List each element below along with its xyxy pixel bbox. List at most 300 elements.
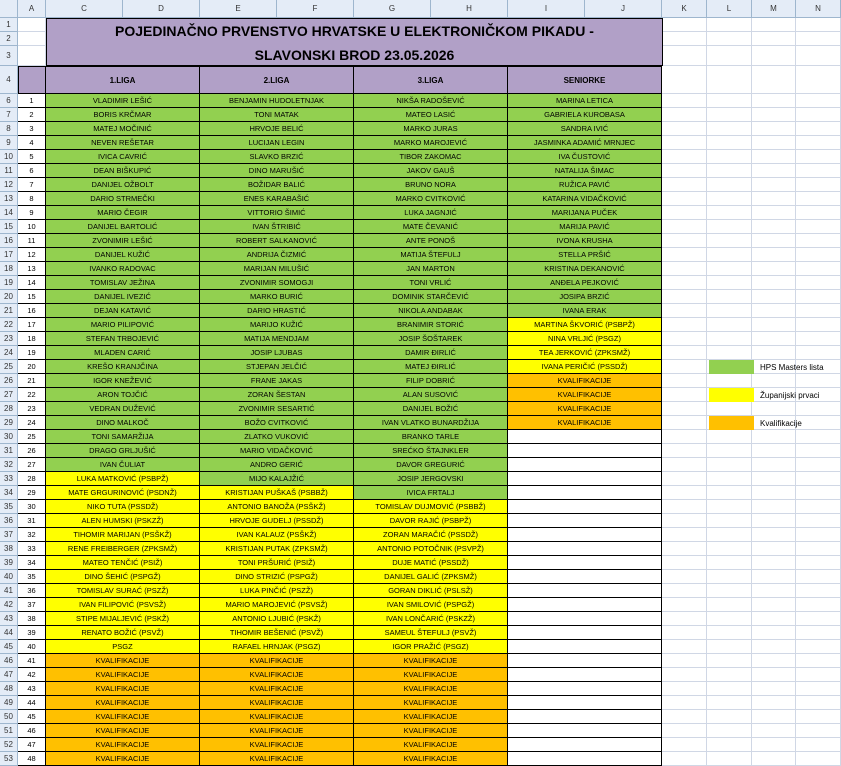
player-cell[interactable]: DAVOR RAJIĆ (PSBPŽ)	[354, 514, 508, 528]
rank-cell[interactable]: 3	[18, 122, 46, 136]
empty-cell[interactable]	[707, 206, 752, 220]
row-header[interactable]: 52	[0, 738, 18, 752]
empty-cell[interactable]	[752, 136, 796, 150]
row-header[interactable]: 38	[0, 542, 18, 556]
empty-cell[interactable]	[662, 710, 707, 724]
player-cell[interactable]: DANIJEL KUŽIĆ	[46, 248, 200, 262]
rank-cell[interactable]: 31	[18, 514, 46, 528]
select-all-corner[interactable]	[0, 0, 18, 18]
rank-cell[interactable]: 8	[18, 192, 46, 206]
empty-cell[interactable]	[707, 570, 752, 584]
empty-cell[interactable]	[662, 752, 707, 766]
legend-swatch-yellow[interactable]	[709, 388, 754, 402]
empty-cell[interactable]	[662, 444, 707, 458]
empty-cell[interactable]	[707, 598, 752, 612]
empty-cell[interactable]	[796, 528, 841, 542]
row-header[interactable]: 31	[0, 444, 18, 458]
empty-cell[interactable]	[752, 570, 796, 584]
empty-cell[interactable]	[707, 332, 752, 346]
empty-cell[interactable]	[662, 374, 707, 388]
row-header[interactable]: 21	[0, 304, 18, 318]
row-header[interactable]: 49	[0, 696, 18, 710]
player-cell[interactable]: IGOR PRAŽIĆ (PSGZ)	[354, 640, 508, 654]
empty-cell[interactable]	[662, 164, 707, 178]
player-cell[interactable]: ANTONIO BANOŽA (PSŠKŽ)	[200, 500, 354, 514]
empty-cell[interactable]	[796, 136, 841, 150]
player-cell[interactable]	[508, 640, 662, 654]
empty-cell[interactable]	[752, 444, 796, 458]
player-cell[interactable]: RAFAEL HRNJAK (PSGZ)	[200, 640, 354, 654]
player-cell[interactable]: DINO ŠEHIĆ (PSPGŽ)	[46, 570, 200, 584]
player-cell[interactable]: ANTONIO POTOČNIK (PSVPŽ)	[354, 542, 508, 556]
player-cell[interactable]: IVONA KRUSHA	[508, 234, 662, 248]
player-cell[interactable]	[508, 472, 662, 486]
rank-cell[interactable]: 32	[18, 528, 46, 542]
player-cell[interactable]: RENE FREIBERGER (ZPKSMŽ)	[46, 542, 200, 556]
empty-cell[interactable]	[707, 122, 752, 136]
rank-cell[interactable]: 37	[18, 598, 46, 612]
player-cell[interactable]: IVAN ČULIAT	[46, 458, 200, 472]
empty-cell[interactable]	[707, 584, 752, 598]
empty-cell[interactable]	[662, 304, 707, 318]
player-cell[interactable]	[508, 486, 662, 500]
empty-cell[interactable]	[796, 122, 841, 136]
empty-cell[interactable]	[796, 220, 841, 234]
empty-cell[interactable]	[662, 192, 707, 206]
rank-cell[interactable]: 35	[18, 570, 46, 584]
row-header[interactable]: 25	[0, 360, 18, 374]
column-header-m[interactable]: M	[752, 0, 796, 18]
empty-cell[interactable]	[662, 640, 707, 654]
player-cell[interactable]: DARIO HRASTIĆ	[200, 304, 354, 318]
row-header[interactable]: 18	[0, 262, 18, 276]
empty-cell[interactable]	[707, 262, 752, 276]
player-cell[interactable]: JOSIP LJUBAS	[200, 346, 354, 360]
player-cell[interactable]: KVALIFIKACIJE	[46, 668, 200, 682]
player-cell[interactable]: KVALIFIKACIJE	[200, 710, 354, 724]
player-cell[interactable]: STEFAN TRBOJEVIĆ	[46, 332, 200, 346]
player-cell[interactable]: BRUNO NORA	[354, 178, 508, 192]
empty-cell[interactable]	[707, 528, 752, 542]
empty-cell[interactable]	[707, 430, 752, 444]
player-cell[interactable]: MARIJANA PUČEK	[508, 206, 662, 220]
row-header[interactable]: 44	[0, 626, 18, 640]
row-header[interactable]: 28	[0, 402, 18, 416]
player-cell[interactable]: LUKA PINČIĆ (PSZŽ)	[200, 584, 354, 598]
player-cell[interactable]: SLAVKO BRZIĆ	[200, 150, 354, 164]
player-cell[interactable]: IVAN SMILOVIĆ (PSPGŽ)	[354, 598, 508, 612]
row-header[interactable]: 26	[0, 374, 18, 388]
rank-cell[interactable]: 21	[18, 374, 46, 388]
row-header[interactable]: 9	[0, 136, 18, 150]
player-cell[interactable]: MATEO TENČIĆ (PSIŽ)	[46, 556, 200, 570]
player-cell[interactable]: VITTORIO ŠIMIĆ	[200, 206, 354, 220]
rank-cell[interactable]: 27	[18, 458, 46, 472]
empty-cell[interactable]	[796, 682, 841, 696]
row-header[interactable]: 37	[0, 528, 18, 542]
row-header[interactable]: 35	[0, 500, 18, 514]
empty-cell[interactable]	[796, 304, 841, 318]
rank-cell[interactable]: 1	[18, 94, 46, 108]
player-cell[interactable]: TONI SAMARŽIJA	[46, 430, 200, 444]
empty-cell[interactable]	[752, 318, 796, 332]
row-header[interactable]: 34	[0, 486, 18, 500]
player-cell[interactable]: DAMIR ĐIRLIĆ	[354, 346, 508, 360]
player-cell[interactable]: DANIJEL BARTOLIĆ	[46, 220, 200, 234]
player-cell[interactable]: KVALIFIKACIJE	[354, 710, 508, 724]
empty-cell[interactable]	[707, 234, 752, 248]
empty-cell[interactable]	[796, 598, 841, 612]
player-cell[interactable]	[508, 542, 662, 556]
player-cell[interactable]: KVALIFIKACIJE	[46, 654, 200, 668]
player-cell[interactable]: MATEJ ĐIRLIĆ	[354, 360, 508, 374]
row-header[interactable]: 19	[0, 276, 18, 290]
player-cell[interactable]: KVALIFIKACIJE	[200, 752, 354, 766]
player-cell[interactable]: KVALIFIKACIJE	[46, 682, 200, 696]
empty-cell[interactable]	[752, 682, 796, 696]
row-header[interactable]: 6	[0, 94, 18, 108]
empty-cell[interactable]	[796, 416, 841, 430]
empty-cell[interactable]	[752, 248, 796, 262]
player-cell[interactable]: DINO STRIZIĆ (PSPGŽ)	[200, 570, 354, 584]
row-header[interactable]: 13	[0, 192, 18, 206]
player-cell[interactable]: DRAGO GRLJUŠIĆ	[46, 444, 200, 458]
row-header[interactable]: 22	[0, 318, 18, 332]
player-cell[interactable]: KRISTIJAN PUŠKAŠ (PSBBŽ)	[200, 486, 354, 500]
player-cell[interactable]: IVANKO RADOVAC	[46, 262, 200, 276]
player-cell[interactable]	[508, 612, 662, 626]
player-cell[interactable]: ANDRO GERIĆ	[200, 458, 354, 472]
empty-cell[interactable]	[796, 570, 841, 584]
empty-cell[interactable]	[707, 192, 752, 206]
player-cell[interactable]: MATEJ MOČINIĆ	[46, 122, 200, 136]
rank-cell[interactable]: 2	[18, 108, 46, 122]
empty-cell[interactable]	[752, 276, 796, 290]
player-cell[interactable]: DANIJEL BOŽIĆ	[354, 402, 508, 416]
player-cell[interactable]: JOSIP JERGOVSKI	[354, 472, 508, 486]
player-cell[interactable]: IVAN KALAUZ (PSŠKŽ)	[200, 528, 354, 542]
empty-cell[interactable]	[796, 150, 841, 164]
player-cell[interactable]	[508, 598, 662, 612]
rank-cell[interactable]: 22	[18, 388, 46, 402]
row-header[interactable]: 7	[0, 108, 18, 122]
rank-cell[interactable]: 11	[18, 234, 46, 248]
rank-cell[interactable]: 17	[18, 318, 46, 332]
empty-cell[interactable]	[662, 514, 707, 528]
rank-cell[interactable]: 25	[18, 430, 46, 444]
rank-cell[interactable]: 43	[18, 682, 46, 696]
empty-cell[interactable]	[707, 94, 752, 108]
header-1-liga[interactable]: 1.LIGA	[46, 66, 200, 94]
player-cell[interactable]: LUKA MATKOVIĆ (PSBPŽ)	[46, 472, 200, 486]
header-seniorke[interactable]: SENIORKE	[508, 66, 662, 94]
empty-cell[interactable]	[707, 710, 752, 724]
player-cell[interactable]: MIJO KALAJŽIĆ	[200, 472, 354, 486]
empty-cell[interactable]	[662, 388, 707, 402]
empty-cell[interactable]	[752, 668, 796, 682]
empty-cell[interactable]	[707, 304, 752, 318]
row-header[interactable]: 10	[0, 150, 18, 164]
row-header[interactable]: 41	[0, 584, 18, 598]
empty-cell[interactable]	[796, 192, 841, 206]
empty-cell[interactable]	[707, 318, 752, 332]
rank-cell[interactable]: 18	[18, 332, 46, 346]
player-cell[interactable]: KVALIFIKACIJE	[354, 654, 508, 668]
empty-cell[interactable]	[752, 122, 796, 136]
empty-cell[interactable]	[796, 654, 841, 668]
empty-cell[interactable]	[662, 668, 707, 682]
player-cell[interactable]: STJEPAN JELČIĆ	[200, 360, 354, 374]
player-cell[interactable]: KVALIFIKACIJE	[200, 696, 354, 710]
player-cell[interactable]: JAKOV GAUŠ	[354, 164, 508, 178]
rank-cell[interactable]: 47	[18, 738, 46, 752]
row-header[interactable]: 23	[0, 332, 18, 346]
row-header[interactable]: 51	[0, 724, 18, 738]
player-cell[interactable]: IVICA FRTALJ	[354, 486, 508, 500]
empty-cell[interactable]	[796, 724, 841, 738]
player-cell[interactable]: KVALIFIKACIJE	[46, 738, 200, 752]
empty-cell[interactable]	[707, 626, 752, 640]
row-header[interactable]: 27	[0, 388, 18, 402]
player-cell[interactable]: SANDRA IVIĆ	[508, 122, 662, 136]
rank-cell[interactable]: 10	[18, 220, 46, 234]
player-cell[interactable]: MARIJO KUŽIĆ	[200, 318, 354, 332]
empty-cell[interactable]	[662, 346, 707, 360]
player-cell[interactable]: TOMISLAV SURAĆ (PSZŽ)	[46, 584, 200, 598]
player-cell[interactable]: MARKO BURIĆ	[200, 290, 354, 304]
player-cell[interactable]: IVAN ŠTRIBIĆ	[200, 220, 354, 234]
player-cell[interactable]: JASMINKA ADAMIĆ MRNJEC	[508, 136, 662, 150]
empty-cell[interactable]	[662, 416, 707, 430]
rank-cell[interactable]: 15	[18, 290, 46, 304]
player-cell[interactable]: STIPE MIJALJEVIĆ (PSKŽ)	[46, 612, 200, 626]
row-header[interactable]: 45	[0, 640, 18, 654]
empty-cell[interactable]	[662, 276, 707, 290]
empty-cell[interactable]	[752, 710, 796, 724]
player-cell[interactable]: DINO MARUŠIĆ	[200, 164, 354, 178]
player-cell[interactable]: TIHOMIR MARIJAN (PSŠKŽ)	[46, 528, 200, 542]
empty-cell[interactable]	[662, 206, 707, 220]
player-cell[interactable]: KVALIFIKACIJE	[354, 752, 508, 766]
empty-cell[interactable]	[796, 374, 841, 388]
player-cell[interactable]	[508, 500, 662, 514]
empty-cell[interactable]	[707, 738, 752, 752]
empty-cell[interactable]	[796, 752, 841, 766]
empty-cell[interactable]	[662, 136, 707, 150]
row-header[interactable]: 17	[0, 248, 18, 262]
row-header[interactable]: 2	[0, 32, 18, 46]
empty-cell[interactable]	[796, 164, 841, 178]
rank-cell[interactable]: 7	[18, 178, 46, 192]
player-cell[interactable]: GABRIELA KUROBASA	[508, 108, 662, 122]
empty-cell[interactable]	[796, 430, 841, 444]
player-cell[interactable]: DUJE MATIĆ (PSSDŽ)	[354, 556, 508, 570]
column-header-e[interactable]: E	[200, 0, 277, 18]
empty-cell[interactable]	[662, 178, 707, 192]
empty-cell[interactable]	[662, 654, 707, 668]
empty-cell[interactable]	[707, 514, 752, 528]
player-cell[interactable]: BRANKO TARLE	[354, 430, 508, 444]
empty-cell[interactable]	[662, 430, 707, 444]
player-cell[interactable]: HRVOJE GUDELJ (PSSDŽ)	[200, 514, 354, 528]
row-header[interactable]: 29	[0, 416, 18, 430]
column-header-l[interactable]: L	[707, 0, 752, 18]
player-cell[interactable]: NIKOLA ANDABAK	[354, 304, 508, 318]
player-cell[interactable]: ANĐELA PEJKOVIĆ	[508, 276, 662, 290]
row-header[interactable]: 42	[0, 598, 18, 612]
empty-cell[interactable]	[796, 542, 841, 556]
empty-cell[interactable]	[752, 430, 796, 444]
empty-cell[interactable]	[752, 640, 796, 654]
player-cell[interactable]: KVALIFIKACIJE	[354, 696, 508, 710]
empty-cell[interactable]	[662, 682, 707, 696]
player-cell[interactable]: IVAN FILIPOVIĆ (PSVSŽ)	[46, 598, 200, 612]
rank-cell[interactable]: 14	[18, 276, 46, 290]
empty-cell[interactable]	[752, 164, 796, 178]
rank-cell[interactable]: 6	[18, 164, 46, 178]
empty-cell[interactable]	[707, 640, 752, 654]
empty-cell[interactable]	[707, 220, 752, 234]
player-cell[interactable]: ANTE PONOŠ	[354, 234, 508, 248]
page-title[interactable]	[46, 18, 663, 66]
empty-cell[interactable]	[662, 220, 707, 234]
empty-cell[interactable]	[752, 458, 796, 472]
player-cell[interactable]: KVALIFIKACIJE	[46, 710, 200, 724]
player-cell[interactable]: KVALIFIKACIJE	[200, 682, 354, 696]
empty-cell[interactable]	[796, 402, 841, 416]
empty-cell[interactable]	[707, 752, 752, 766]
empty-cell[interactable]	[796, 444, 841, 458]
empty-cell[interactable]	[752, 290, 796, 304]
empty-cell[interactable]	[796, 668, 841, 682]
player-cell[interactable]: IVAN VLATKO BUNARDŽIJA	[354, 416, 508, 430]
empty-cell[interactable]	[796, 500, 841, 514]
player-cell[interactable]: ARON TOJČIĆ	[46, 388, 200, 402]
empty-cell[interactable]	[752, 500, 796, 514]
empty-cell[interactable]	[662, 458, 707, 472]
empty-cell[interactable]	[662, 528, 707, 542]
row-header[interactable]: 11	[0, 164, 18, 178]
empty-cell[interactable]	[707, 612, 752, 626]
rank-cell[interactable]: 16	[18, 304, 46, 318]
empty-cell[interactable]	[662, 360, 707, 374]
player-cell[interactable]: ZVONIMIR LEŠIĆ	[46, 234, 200, 248]
rank-cell[interactable]: 29	[18, 486, 46, 500]
player-cell[interactable]: KVALIFIKACIJE	[46, 752, 200, 766]
column-header-a[interactable]: A	[18, 0, 46, 18]
empty-cell[interactable]	[796, 262, 841, 276]
player-cell[interactable]: DEJAN KATAVIĆ	[46, 304, 200, 318]
player-cell[interactable]	[508, 682, 662, 696]
player-cell[interactable]: ANTONIO LJUBIĆ (PSKŽ)	[200, 612, 354, 626]
empty-cell[interactable]	[662, 612, 707, 626]
player-cell[interactable]: RENATO BOŽIĆ (PSVŽ)	[46, 626, 200, 640]
player-cell[interactable]: DANIJEL OŽBOLT	[46, 178, 200, 192]
column-header-f[interactable]: F	[277, 0, 354, 18]
player-cell[interactable]: KVALIFIKACIJE	[354, 724, 508, 738]
row-header[interactable]: 39	[0, 556, 18, 570]
empty-cell[interactable]	[662, 318, 707, 332]
empty-cell[interactable]	[707, 668, 752, 682]
player-cell[interactable]: NINA VRLJIĆ (PSGZ)	[508, 332, 662, 346]
empty-cell[interactable]	[662, 556, 707, 570]
empty-cell[interactable]	[707, 374, 752, 388]
empty-cell[interactable]	[707, 472, 752, 486]
column-header-g[interactable]: G	[354, 0, 431, 18]
empty-cell[interactable]	[662, 472, 707, 486]
rank-cell[interactable]: 45	[18, 710, 46, 724]
empty-cell[interactable]	[796, 276, 841, 290]
rank-cell[interactable]: 24	[18, 416, 46, 430]
rank-cell[interactable]: 48	[18, 752, 46, 766]
player-cell[interactable]: TIBOR ZAKOMAC	[354, 150, 508, 164]
empty-cell[interactable]	[662, 626, 707, 640]
row-header[interactable]: 8	[0, 122, 18, 136]
empty-cell[interactable]	[752, 752, 796, 766]
empty-cell[interactable]	[796, 584, 841, 598]
column-header-d[interactable]: D	[123, 0, 200, 18]
player-cell[interactable]	[508, 654, 662, 668]
empty-cell[interactable]	[796, 626, 841, 640]
player-cell[interactable]: ANDRIJA ČIZMIĆ	[200, 248, 354, 262]
player-cell[interactable]: KVALIFIKACIJE	[508, 416, 662, 430]
player-cell[interactable]	[508, 570, 662, 584]
player-cell[interactable]: IVICA CAVRIĆ	[46, 150, 200, 164]
empty-cell[interactable]	[752, 654, 796, 668]
row-header[interactable]: 47	[0, 668, 18, 682]
empty-cell[interactable]	[662, 248, 707, 262]
player-cell[interactable]: FILIP DOBRIĆ	[354, 374, 508, 388]
rank-cell[interactable]: 20	[18, 360, 46, 374]
empty-cell[interactable]	[662, 584, 707, 598]
player-cell[interactable]: DINO MALKOČ	[46, 416, 200, 430]
empty-cell[interactable]	[752, 192, 796, 206]
player-cell[interactable]	[508, 528, 662, 542]
empty-cell[interactable]	[796, 346, 841, 360]
empty-cell[interactable]	[752, 332, 796, 346]
player-cell[interactable]	[508, 738, 662, 752]
player-cell[interactable]: ZORAN ŠESTAN	[200, 388, 354, 402]
rank-cell[interactable]: 12	[18, 248, 46, 262]
player-cell[interactable]: MARKO CVITKOVIĆ	[354, 192, 508, 206]
player-cell[interactable]: TONI MATAK	[200, 108, 354, 122]
empty-cell[interactable]	[752, 584, 796, 598]
player-cell[interactable]: KVALIFIKACIJE	[200, 668, 354, 682]
player-cell[interactable]: KVALIFIKACIJE	[46, 724, 200, 738]
rank-cell[interactable]: 13	[18, 262, 46, 276]
rank-cell[interactable]: 42	[18, 668, 46, 682]
player-cell[interactable]: MARIJAN MILUŠIĆ	[200, 262, 354, 276]
player-cell[interactable]: BOŽO CVITKOVIĆ	[200, 416, 354, 430]
empty-cell[interactable]	[752, 612, 796, 626]
player-cell[interactable]: ALAN SUSOVIĆ	[354, 388, 508, 402]
player-cell[interactable]: TOMISLAV JEŽINA	[46, 276, 200, 290]
empty-cell[interactable]	[796, 108, 841, 122]
rank-cell[interactable]: 4	[18, 136, 46, 150]
empty-cell[interactable]	[796, 458, 841, 472]
empty-cell[interactable]	[707, 164, 752, 178]
player-cell[interactable]: MARKO MAROJEVIĆ	[354, 136, 508, 150]
player-cell[interactable]: DARIO STRMEČKI	[46, 192, 200, 206]
player-cell[interactable]: IVA ČUSTOVIĆ	[508, 150, 662, 164]
player-cell[interactable]: IVANA PERIČIĆ (PSSDŽ)	[508, 360, 662, 374]
empty-cell[interactable]	[662, 598, 707, 612]
empty-cell[interactable]	[796, 248, 841, 262]
column-header-k[interactable]: K	[662, 0, 707, 18]
empty-cell[interactable]	[796, 556, 841, 570]
player-cell[interactable]: TONI VRLIĆ	[354, 276, 508, 290]
row-header[interactable]: 30	[0, 430, 18, 444]
